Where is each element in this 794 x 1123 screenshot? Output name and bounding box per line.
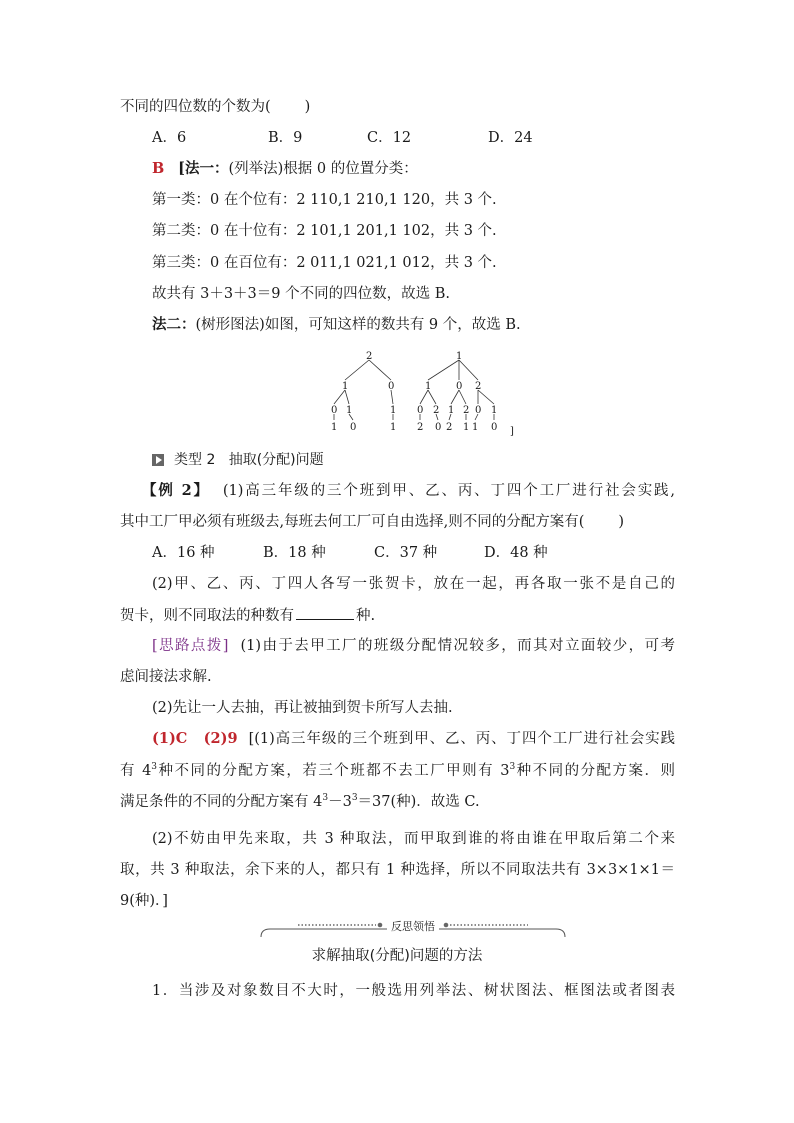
tree-right-l2-a: 1 xyxy=(425,381,432,392)
tree-left-l4-a: 1 xyxy=(331,422,338,433)
tree-left-root: 2 xyxy=(366,351,373,362)
q1-answer: B xyxy=(152,160,165,177)
q1-option-b: B．9 xyxy=(268,130,303,146)
q1-case2: 第二类：0 在十位有：2 101,1 201,1 102，共 3 个. xyxy=(152,223,497,239)
method-line1: 1．当涉及对象数目不大时，一般选用列举法、树状图法、框图法或者图表 xyxy=(152,983,675,999)
play-triangle-icon xyxy=(152,454,164,466)
section-title: 求解抽取(分配)问题的方法 xyxy=(311,948,483,964)
q1-stem: 不同的四位数的个数为( ) xyxy=(120,99,311,115)
type2-heading: 类型 2 抽取(分配)问题 xyxy=(174,452,324,468)
tree-right-l3-a: 0 xyxy=(417,405,424,416)
ex2-part2-line2: 贺卡，则不同取法的种数有 种. xyxy=(120,605,375,626)
q1-option-a: A．6 xyxy=(152,130,187,146)
hint-line1: [思路点拨] (1)由于去甲工厂的班级分配情况较多，而其对立面较少，可考 xyxy=(152,638,675,654)
q1-option-d: D．24 xyxy=(488,130,533,146)
answer-line3: 满足条件的不同的分配方案有 $4^3-3^3=37$(种)．故选 C. xyxy=(120,793,480,810)
q1-option-c: C．12 xyxy=(367,130,412,146)
ex2-part2-line1: (2)甲、乙、丙、丁四人各写一张贺卡，放在一起，再各取一张不是自己的 xyxy=(152,576,675,592)
q1-method2: 法二：(树形图法)如图，可知这样的数共有 9 个，故选 B. xyxy=(152,316,521,333)
tree-left-l4-c: 1 xyxy=(390,422,397,433)
ex2-option-b: B．18 种 xyxy=(263,545,326,561)
tree-right-l4-b: 0 xyxy=(435,422,442,433)
tree-right-l2-b: 0 xyxy=(456,381,463,392)
ex2-option-d: D．48 种 xyxy=(484,545,548,561)
tree-left-l3-b: 1 xyxy=(346,405,353,416)
tree-right-root: 1 xyxy=(456,351,463,362)
tree-right-l2-c: 2 xyxy=(475,381,482,392)
hint-label: [思路点拨] xyxy=(152,638,229,654)
tree-right-l3-b: 2 xyxy=(433,405,440,416)
answer-line2: 有 $4^3$种不同的分配方案，若三个班都不去工厂甲则有 $3^3$种不同的分配方案．则 xyxy=(120,762,675,779)
tree-right-l4-d: 1 xyxy=(463,422,470,433)
tree-right-l4-e: 1 xyxy=(472,422,479,433)
answer-label: (1)C (2)9 xyxy=(152,730,238,747)
answer-part2-line2: 取，共 3 种取法，余下来的人，都只有 1 种选择，所以不同取法共有 3×3×1×1＝ xyxy=(120,862,675,878)
banner-title: 反思领悟 xyxy=(258,920,568,934)
tree-right-l3-d: 2 xyxy=(463,405,470,416)
q1-case3: 第三类：0 在百位有：2 011,1 021,1 012，共 3 个. xyxy=(152,255,497,271)
tree-right-l3-e: 0 xyxy=(475,405,482,416)
tree-left-l4-b: 0 xyxy=(350,422,357,433)
tree-right-l4-a: 2 xyxy=(417,422,424,433)
tree-left-l3-a: 0 xyxy=(331,405,338,416)
example2-line2: 其中工厂甲必须有班级去,每班去何工厂可自由选择,则不同的分配方案有( ) xyxy=(120,514,625,530)
tree-left-l2-b: 0 xyxy=(388,381,395,392)
tree-close-bracket: ] xyxy=(510,426,514,436)
q1-total: 故共有 3＋3＋3＝9 个不同的四位数，故选 B. xyxy=(152,286,450,302)
answer-line1: (1)C (2)9 [(1)高三年级的三个班到甲、乙、丙、丁四个工厂进行社会实践 xyxy=(152,730,675,747)
hint-line2: 虑间接法求解. xyxy=(120,669,212,685)
tree-right-l4-f: 0 xyxy=(491,422,498,433)
hint-line3: (2)先让一人去抽，再让被抽到贺卡所写人去抽. xyxy=(152,700,453,716)
answer-part2-line1: (2)不妨由甲先来取，共 3 种取法，而甲取到谁的将由谁在甲取后第二个来 xyxy=(152,831,675,847)
example2-line1: 【例 2】 (1)高三年级的三个班到甲、乙、丙、丁四个工厂进行社会实践, xyxy=(142,482,676,499)
reflection-banner xyxy=(258,920,568,940)
tree-right-l3-c: 1 xyxy=(448,405,455,416)
tree-left-l2-a: 1 xyxy=(342,381,349,392)
q1-case1: 第一类：0 在个位有：2 110,1 210,1 120，共 3 个. xyxy=(152,192,497,208)
tree-diagram xyxy=(318,350,528,436)
ex2-option-c: C．37 种 xyxy=(374,545,438,561)
answer-part2-line3: 9(种)．] xyxy=(120,893,168,909)
answer-blank xyxy=(296,605,354,620)
q1-method1: B [法一：(列举法)根据 0 的位置分类： xyxy=(152,160,418,177)
tree-left-l3-c: 1 xyxy=(390,405,397,416)
tree-right-l4-c: 2 xyxy=(446,422,453,433)
ex2-option-a: A．16 种 xyxy=(152,545,215,561)
tree-right-l3-f: 1 xyxy=(491,405,498,416)
